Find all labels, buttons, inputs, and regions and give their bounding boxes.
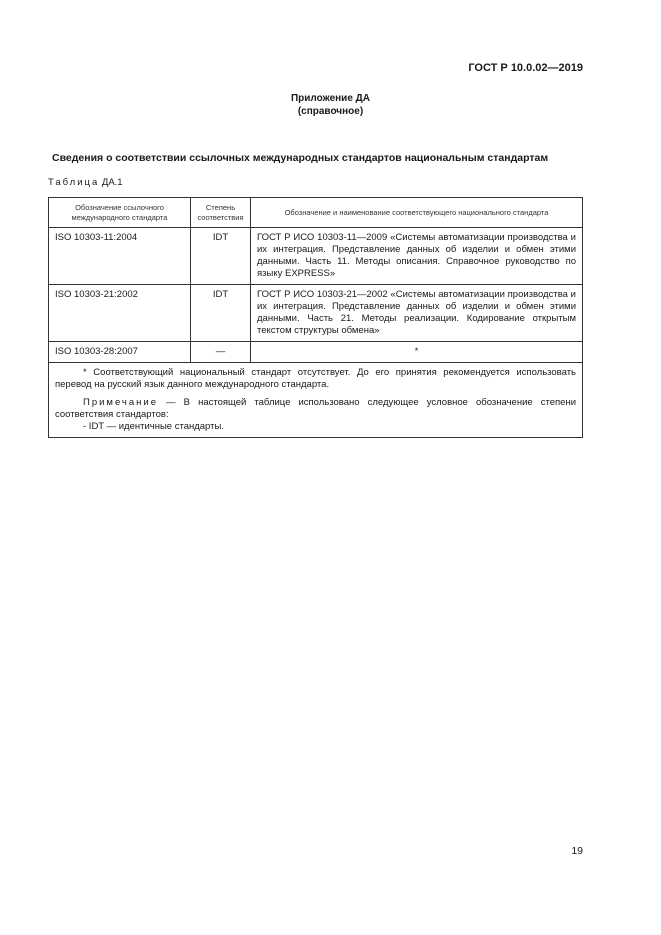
section-title: Сведения о соответствии ссылочных международных стандартов национальным стандартам xyxy=(52,152,549,164)
appendix-title: Приложение ДА xyxy=(290,93,371,104)
cell-degree: IDT xyxy=(191,228,251,285)
header-degree: Степень соответствия xyxy=(191,198,251,228)
note-text: — В настоящей таблице использовано следующее условное обозначение степени соответствия стандартов: xyxy=(55,397,576,420)
document-code: ГОСТ Р 10.0.02—2019 xyxy=(468,62,583,74)
cell-national: ГОСТ Р ИСО 10303-21—2002 «Системы автоматизации производства и их интеграция. Представление данных об изделии и обмен этими данными. Часть 21. Методы реализации. Кодирование открытым текстом структуры обмена» xyxy=(251,285,583,342)
table-notes xyxy=(49,363,583,438)
cell-code: ISO 10303-28:2007 xyxy=(49,342,191,363)
cell-degree: IDT xyxy=(191,285,251,342)
page-number: 19 xyxy=(571,845,583,857)
table-row xyxy=(49,228,583,285)
appendix-subtitle: (справочное) xyxy=(297,106,364,117)
table-caption-number: ДА.1 xyxy=(101,177,123,188)
cell-code: ISO 10303-11:2004 xyxy=(49,228,191,285)
correspondence-table xyxy=(48,197,583,438)
note-item: - IDT — идентичные стандарты. xyxy=(83,421,224,432)
header-national-standard: Обозначение и наименование соответствующего национального стандарта xyxy=(251,198,583,228)
note-label: Примечание xyxy=(83,397,158,408)
table-row xyxy=(49,342,583,363)
table-caption xyxy=(48,177,123,188)
table-header-row xyxy=(49,198,583,228)
table-note xyxy=(55,397,576,421)
table-caption-word: Таблица xyxy=(48,177,100,188)
table-row xyxy=(49,285,583,342)
cell-code: ISO 10303-21:2002 xyxy=(49,285,191,342)
table-footnote: * Соответствующий национальный стандарт отсутствует. До его принятия рекомендуется использовать перевод на русский язык данного международного стандарта. xyxy=(55,367,576,390)
table-notes-row xyxy=(49,363,583,438)
cell-national: * xyxy=(251,342,583,363)
cell-national: ГОСТ Р ИСО 10303-11—2009 «Системы автоматизации производства и их интеграция. Представление данных об изделии и обмен этими данными. Часть 11. Методы описания. Справочное руководство по языку EXPRESS» xyxy=(251,228,583,285)
header-international-standard: Обозначение ссылочного международного стандарта xyxy=(49,198,191,228)
cell-degree: — xyxy=(191,342,251,363)
appendix-heading xyxy=(0,92,661,118)
